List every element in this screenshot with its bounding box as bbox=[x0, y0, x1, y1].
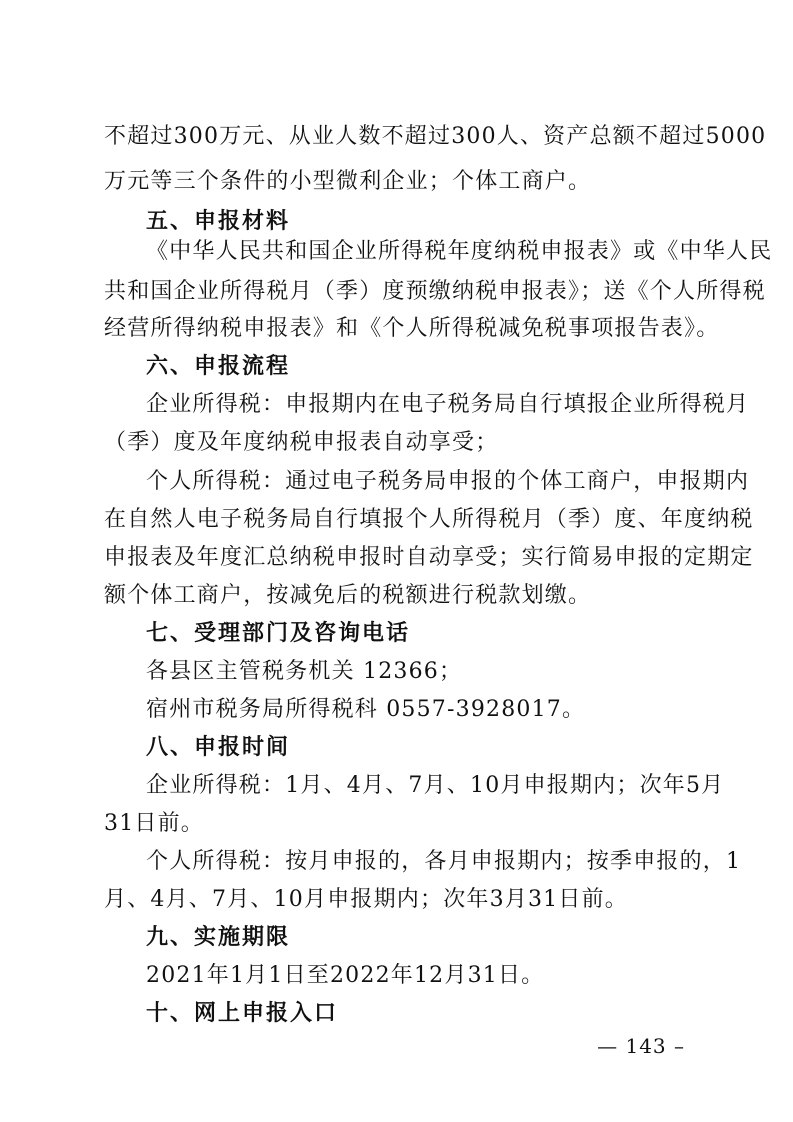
paragraph-line: 《中华人民共和国企业所得税年度纳税申报表》或《中华人民 bbox=[146, 239, 773, 264]
paragraph-line: 月、4月、7月、10月申报期内；次年3月31日前。 bbox=[104, 887, 628, 912]
paragraph-line: 企业所得税：申报期内在电子税务局自行填报企业所得税月 bbox=[146, 392, 750, 417]
paragraph-line: 共和国企业所得税月（季）度预缴纳税申报表》；送《个人所得税 bbox=[104, 279, 766, 304]
paragraph-line: 宿州市税务局所得税科 0557-3928017。 bbox=[146, 697, 586, 722]
section-heading: 七、受理部门及咨询电话 bbox=[146, 621, 411, 646]
paragraph-line: 企业所得税：1月、4月、7月、10月申报期内；次年5月 bbox=[146, 773, 725, 798]
paragraph-line: 在自然人电子税务局自行填报个人所得税月（季）度、年度纳税 bbox=[104, 507, 754, 532]
paragraph-line: 31日前。 bbox=[104, 811, 204, 836]
paragraph-line: 各县区主管税务机关 12366； bbox=[146, 659, 463, 684]
paragraph-line: 申报表及年度汇总纳税申报时自动享受；实行简易申报的定期定 bbox=[104, 545, 754, 570]
paragraph-line: 额个体工商户，按减免后的税额进行税款划缴。 bbox=[104, 583, 592, 608]
section-heading: 十、网上申报入口 bbox=[146, 1001, 339, 1026]
section-heading: 六、申报流程 bbox=[146, 354, 291, 379]
page-number: — 143 – bbox=[597, 1034, 685, 1058]
section-heading: 五、申报材料 bbox=[146, 209, 291, 234]
paragraph-line: 经营所得纳税申报表》和《个人所得税减免税事项报告表》。 bbox=[104, 316, 720, 341]
paragraph-line: 个人所得税：按月申报的，各月申报期内；按季申报的，1 bbox=[146, 849, 742, 874]
paragraph-line: 不超过300万元、从业人数不超过300人、资产总额不超过5000 bbox=[104, 124, 767, 149]
paragraph-line: 万元等三个条件的小型微利企业；个体工商户。 bbox=[104, 169, 592, 194]
section-heading: 八、申报时间 bbox=[146, 735, 291, 760]
paragraph-line: 2021年1月1日至2022年12月31日。 bbox=[146, 963, 545, 988]
paragraph-line: （季）度及年度纳税申报表自动享受； bbox=[104, 430, 499, 455]
paragraph-line: 个人所得税：通过电子税务局申报的个体工商户，申报期内 bbox=[146, 469, 750, 494]
section-heading: 九、实施期限 bbox=[146, 925, 291, 950]
